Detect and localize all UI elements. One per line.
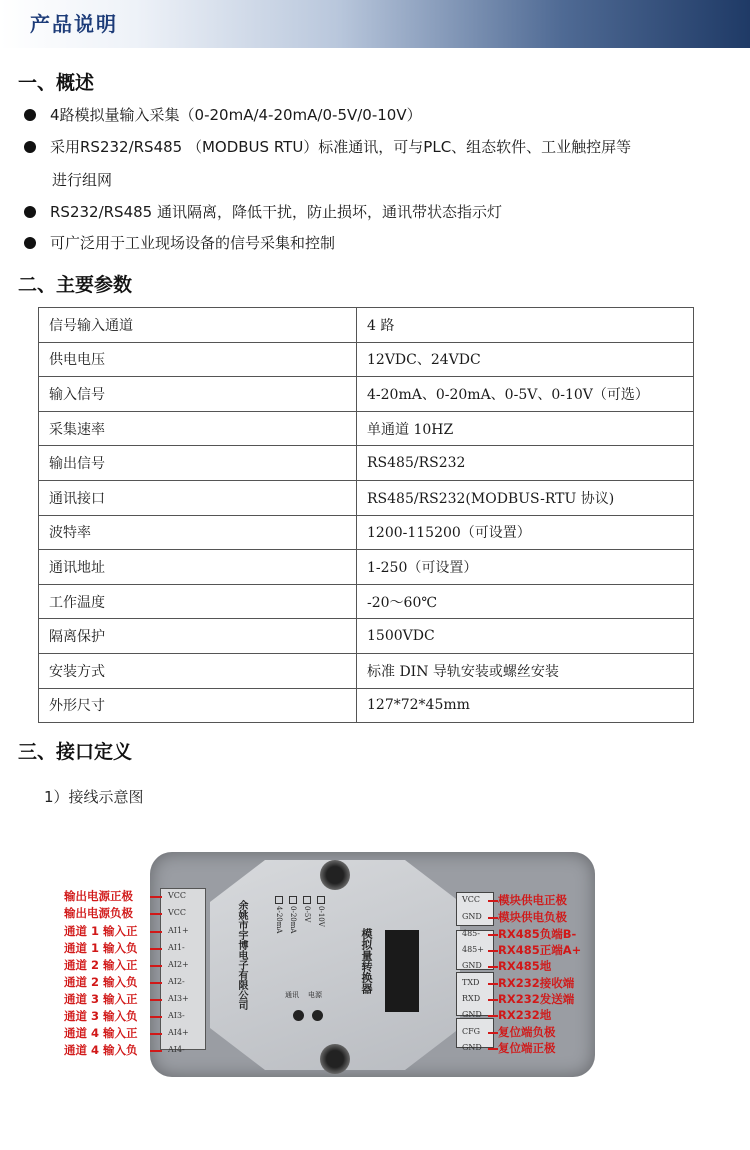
table-row bbox=[39, 342, 694, 377]
left-terminal-label: AI1- bbox=[168, 943, 185, 952]
right-terminal-label: TXD bbox=[462, 978, 480, 987]
param-value: RS485/RS232(MODBUS-RTU 协议) bbox=[357, 480, 694, 515]
right-pin-label: 模块供电负极 bbox=[498, 910, 567, 924]
left-terminal-label: AI4+ bbox=[168, 1028, 189, 1037]
bullet-dot-icon bbox=[24, 141, 36, 153]
param-name: 采集速率 bbox=[39, 411, 357, 446]
table-row bbox=[39, 515, 694, 550]
left-terminal-label: AI2+ bbox=[168, 960, 189, 969]
param-name: 输出信号 bbox=[39, 446, 357, 481]
right-terminal-label: GND bbox=[462, 1010, 482, 1019]
right-pin-label: RX485正端A+ bbox=[498, 943, 582, 957]
arrow-icon bbox=[488, 900, 498, 902]
right-pin-label: RX485地 bbox=[498, 959, 552, 973]
right-pin-label: 模块供电正极 bbox=[498, 893, 567, 907]
param-value: RS485/RS232 bbox=[357, 446, 694, 481]
param-value: -20～60℃ bbox=[357, 584, 694, 619]
table-row bbox=[39, 619, 694, 654]
table-row bbox=[39, 411, 694, 446]
param-name: 工作温度 bbox=[39, 584, 357, 619]
arrow-icon bbox=[488, 1015, 498, 1017]
bullet-item: RS232/RS485 通讯隔离，降低干扰，防止损坏，通讯带状态指示灯 bbox=[24, 201, 502, 223]
product-name: 模拟量转换器 bbox=[360, 928, 373, 994]
param-value: 4 路 bbox=[357, 308, 694, 343]
arrow-icon bbox=[488, 966, 498, 968]
right-pin-label: 复位端负极 bbox=[498, 1025, 556, 1039]
left-pin-label: 通道 2 输入负 bbox=[64, 975, 138, 989]
bullet-continuation: 进行组网 bbox=[52, 171, 113, 189]
right-terminal-label: 485+ bbox=[462, 945, 484, 954]
arrow-icon bbox=[150, 999, 162, 1001]
left-terminal-label: AI4- bbox=[168, 1045, 185, 1054]
arrow-icon bbox=[150, 965, 162, 967]
wiring-diagram bbox=[0, 830, 750, 1100]
arrow-icon bbox=[488, 1032, 498, 1034]
left-terminal-label: AI3- bbox=[168, 1011, 185, 1020]
right-pin-label: RX485负端B- bbox=[498, 927, 577, 941]
left-pin-label: 输出电源正极 bbox=[64, 889, 133, 903]
left-pin-label: 通道 4 输入负 bbox=[64, 1043, 138, 1057]
param-name: 隔离保护 bbox=[39, 619, 357, 654]
bullet-dot-icon bbox=[24, 237, 36, 249]
arrow-icon bbox=[488, 934, 498, 936]
param-name: 供电电压 bbox=[39, 342, 357, 377]
param-value: 1500VDC bbox=[357, 619, 694, 654]
bullet-item: 4路模拟量输入采集（0-20mA/4-20mA/0-5V/0-10V） bbox=[24, 104, 422, 126]
param-name: 信号输入通道 bbox=[39, 308, 357, 343]
table-row bbox=[39, 480, 694, 515]
arrow-icon bbox=[150, 948, 162, 950]
arrow-icon bbox=[488, 983, 498, 985]
param-value: 1-250（可设置） bbox=[357, 550, 694, 585]
left-terminal-label: VCC bbox=[168, 891, 187, 900]
table-row bbox=[39, 653, 694, 688]
arrow-icon bbox=[150, 913, 162, 915]
arrow-icon bbox=[488, 999, 498, 1001]
param-value: 1200-115200（可设置） bbox=[357, 515, 694, 550]
right-pin-label: RX232地 bbox=[498, 1008, 552, 1022]
right-pin-label: RX232发送端 bbox=[498, 992, 575, 1006]
right-terminal-label: GND bbox=[462, 961, 482, 970]
left-pin-label: 通道 3 输入正 bbox=[64, 992, 138, 1006]
param-value: 12VDC、24VDC bbox=[357, 342, 694, 377]
bullet-item: 可广泛用于工业现场设备的信号采集和控制 bbox=[24, 232, 335, 254]
arrow-icon bbox=[150, 982, 162, 984]
table-row bbox=[39, 584, 694, 619]
company-name: 余姚市宇博电子有限公司 bbox=[236, 900, 247, 1010]
table-row bbox=[39, 688, 694, 723]
param-value: 4-20mA、0-20mA、0-5V、0-10V（可选） bbox=[357, 377, 694, 412]
arrow-icon bbox=[488, 917, 498, 919]
range-checkbox-icon bbox=[275, 896, 283, 904]
param-name: 外形尺寸 bbox=[39, 688, 357, 723]
section-overview-title: 一、概述 bbox=[18, 72, 95, 94]
comm-led-label: 通讯 bbox=[285, 991, 299, 999]
power-led-icon bbox=[312, 1010, 323, 1021]
param-value: 127*72*45mm bbox=[357, 688, 694, 723]
range-label: 0-10V bbox=[317, 906, 325, 927]
arrow-icon bbox=[150, 931, 162, 933]
right-terminal-label: CFG bbox=[462, 1027, 481, 1036]
right-terminal-label: GND bbox=[462, 912, 482, 921]
left-pin-label: 通道 1 输入正 bbox=[64, 924, 138, 938]
left-pin-label: 通道 2 输入正 bbox=[64, 958, 138, 972]
arrow-icon bbox=[150, 1050, 162, 1052]
section-interface-title: 三、接口定义 bbox=[18, 741, 133, 763]
right-terminal-label: GND bbox=[462, 1043, 482, 1052]
mount-hole-icon bbox=[320, 860, 350, 890]
left-pin-label: 输出电源负极 bbox=[64, 906, 133, 920]
left-pin-label: 通道 3 输入负 bbox=[64, 1009, 138, 1023]
left-terminal-label: AI3+ bbox=[168, 994, 189, 1003]
param-name: 输入信号 bbox=[39, 377, 357, 412]
left-terminal-label: VCC bbox=[168, 908, 187, 917]
left-pin-label: 通道 4 输入正 bbox=[64, 1026, 138, 1040]
mount-hole-icon bbox=[320, 1044, 350, 1074]
arrow-icon bbox=[150, 896, 162, 898]
right-terminal-label: VCC bbox=[462, 895, 481, 904]
power-led-label: 电源 bbox=[308, 991, 322, 999]
range-checkbox-icon bbox=[303, 896, 311, 904]
range-label: 4-20mA bbox=[275, 906, 283, 934]
left-terminal-label: AI1+ bbox=[168, 926, 189, 935]
bullet-item: 采用RS232/RS485 （MODBUS RTU）标准通讯，可与PLC、组态软件、工业触控屏等 bbox=[24, 136, 631, 158]
range-label: 0-20mA bbox=[289, 906, 297, 934]
range-label: 0-5V bbox=[303, 906, 311, 923]
param-name: 通讯接口 bbox=[39, 480, 357, 515]
range-checkbox-icon bbox=[289, 896, 297, 904]
param-name: 安装方式 bbox=[39, 653, 357, 688]
bullet-dot-icon bbox=[24, 109, 36, 121]
table-row bbox=[39, 377, 694, 412]
left-terminal-label: AI2- bbox=[168, 977, 185, 986]
arrow-icon bbox=[150, 1016, 162, 1018]
page-title: 产品说明 bbox=[30, 12, 118, 36]
params-table bbox=[38, 307, 694, 723]
bullet-dot-icon bbox=[24, 206, 36, 218]
arrow-icon bbox=[488, 950, 498, 952]
param-name: 波特率 bbox=[39, 515, 357, 550]
param-value: 单通道 10HZ bbox=[357, 411, 694, 446]
header-bar bbox=[0, 0, 750, 48]
wiring-diagram-subtitle: 1）接线示意图 bbox=[44, 788, 144, 806]
right-terminal-label: RXD bbox=[462, 994, 481, 1003]
param-name: 通讯地址 bbox=[39, 550, 357, 585]
display-window bbox=[385, 930, 419, 1012]
right-pin-label: 复位端正极 bbox=[498, 1041, 556, 1055]
arrow-icon bbox=[150, 1033, 162, 1035]
left-pin-label: 通道 1 输入负 bbox=[64, 941, 138, 955]
comm-led-icon bbox=[293, 1010, 304, 1021]
section-params-title: 二、主要参数 bbox=[18, 274, 133, 296]
table-row bbox=[39, 550, 694, 585]
right-terminal-label: 485- bbox=[462, 929, 480, 938]
range-checkbox-icon bbox=[317, 896, 325, 904]
param-value: 标准 DIN 导轨安装或螺丝安装 bbox=[357, 653, 694, 688]
table-row bbox=[39, 446, 694, 481]
table-row bbox=[39, 308, 694, 343]
right-pin-label: RX232接收端 bbox=[498, 976, 575, 990]
arrow-icon bbox=[488, 1048, 498, 1050]
